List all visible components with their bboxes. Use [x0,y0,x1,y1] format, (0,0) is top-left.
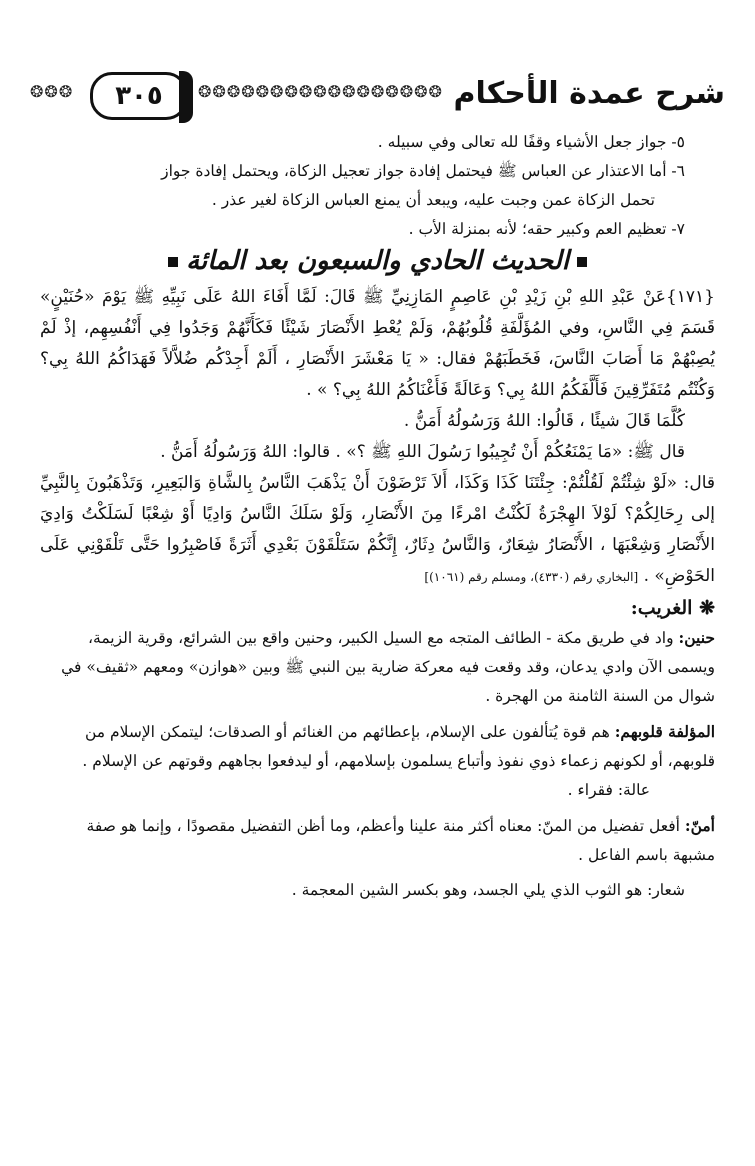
glossary-term: حنين: [678,628,715,647]
glossary-term: أمنّ: [684,816,715,835]
hadith-line-2: كُلَّمَا قَالَ شيئًا ، قَالُوا: اللهُ وَرَسُولُهُ أَمَنُّ . [403,411,685,431]
header-ornament-band: ❂❂❂❂❂❂❂❂❂❂❂❂❂❂❂❂❂ [198,82,443,101]
page-number [90,72,188,120]
glossary-term: شعار: [647,881,685,899]
page-number-tab-shape [179,71,193,123]
gharib-heading: ❋ الغريب: [630,597,715,619]
hadith-paragraph-1: {١٧١}عَنْ عَبْدِ اللهِ بْنِ زَيْدِ بْنِ عَاصِمٍ المَازِنِيِّ ﷺ قَالَ: لَمَّا أَفَاءَ اللهُ عَلَى نَبِيِّهِ ﷺ يَوْمَ «حُنَيْنٍ» قَسَمَ فِي النَّاسِ، وفي المُؤَلَّفَةِ قُلُوبُهُمْ، وَلَمْ يُعْطِ الأَنْصَارَ شَيْئًا فَكَأَنَّهُمْ وَجَدُوا فِي أَنْفُسِهِم، إذْ لَمْ يُصِبْهُمْ مَا أَصَابَ النَّاسَ، فَخَطَبَهُمْ فقال: « يَا مَعْشَرَ الأَنْصَارِ ، أَلَمْ أَجِدْكُم ضُلاَّلاً فَهَدَاكُمُ اللهُ بِي؟ وَكُنْتُم مُتَفَرِّقِينَ فَأَلَّفَكُمُ اللهُ بِي؟ وَعَالَةً فَأَغْنَاكُمُ اللهُ بِي؟ » . [40,287,715,400]
page-number-text: ٣٠٥ [115,81,163,111]
hadith-paragraph-4-text: قال: «لَوْ شِئْتُمْ لَقُلْتُمْ: جِئْتَنَا كَذَا وَكَذَا، أَلاَ تَرْضَوْنَ أَنْ يَذْهَبَ النَّاسُ بِالشَّاةِ وَالبَعِيرِ، وَتَذْهَبُونَ بِالنَّبِيِّ إلى رِحَالِكُمْ؟ لَوْلاَ الهِجْرَةُ لَكُنْتُ امْرءًا مِنَ الأَنْصَارِ، وَلَوْ سَلَكَ النَّاسُ وَادِيًا أَوْ شِعْبًا لَسَلَكْتُ وَادِيَ الأَنْصَارِ وَشِعْبَهَا ، الأَنْصَارُ شِعَارٌ، وَالنَّاسُ دِثَارٌ، إِنَّكُمْ سَتَلْقَوْنَ بَعْدِي أَثَرَةً فَاصْبِرُوا حَتَّى تَلْقَوْنِي عَلَى الحَوْضِ» . [40,473,715,586]
page-content [40,128,715,905]
hadith-citation: [البخاري رقم (٤٣٣٠)، ومسلم رقم (١٠٦١)] [424,570,639,584]
hadith-line-3: قال ﷺ: «مَا يَمْنَعُكُمْ أَنْ تُجِيبُوا رَسُولَ اللهِ ﷺ ؟» . قالوا: اللهُ وَرَسُولُهُ أَمَنُّ . [160,442,685,462]
point-5: ٥- جواز جعل الأشياء وقفًا لله تعالى وفي سبيله . [377,133,685,151]
hadith-title [40,246,715,276]
glossary-definition: أفعل تفضيل من المنّ: معناه أكثر منة علينا وأعظم، وما أظن التفضيل مقصودًا ، وإنما هو صفة مشبهة باسم الفاعل . [86,817,715,864]
square-bullet-icon [168,257,178,267]
header-ornament-left: ❂❂❂ [30,82,74,101]
glossary-definition: هو الثوب الذي يلي الجسد، وهو بكسر الشين المعجمة . [291,881,643,899]
glossary-definition: واد في طريق مكة - الطائف المتجه مع السيل الكبير، وحنين واقع بين الشرائع، وقرية الزيمة، ويسمى الآن وادي يدعان، وقد وقعت فيه معركة ضارية بين النبي ﷺ وبين «هوازن» ومعهم «ثقيف» في شوال من السنة الثامنة من الهجرة . [61,629,715,705]
glossary-item-shiaar [40,876,715,905]
point-6: ٦- أما الاعتذار عن العباس ﷺ فيحتمل إفادة جواز تعجيل الزكاة، ويحتمل إفادة جواز [161,162,685,180]
hadith-title-text: الحديث الحادي والسبعون بعد المائة [186,246,569,276]
book-title-logo: شرح عمدة الأحكام [453,76,725,111]
glossary-term: المؤلفة قلوبهم: [614,722,715,741]
point-7: ٧- تعظيم العم وكبير حقه؛ لأنه بمنزلة الأب . [408,220,685,238]
glossary [40,623,715,905]
square-bullet-icon [577,257,587,267]
glossary-item-amann [40,811,715,870]
glossary-item-muallafa [40,717,715,805]
point-6-continued: تحمل الزكاة عمن وجبت عليه، ويبعد أن يمنع العباس الزكاة لغير عذر . [211,191,655,209]
glossary-definition: هم قوة يُتألفون على الإسلام، بإعطائهم من الغنائم أو الصدقات؛ ليتمكن الإسلام من قلوبهم، أو لكونهم زعماء ذوي نفوذ وأتباع يسلمون بإسلامهم، أو ليدفعوا بجاههم وقوتهم عن الإسلام . [82,723,715,770]
hadith-paragraph-4 [40,468,715,593]
page-header [30,66,725,130]
glossary-item-hunain [40,623,715,711]
glossary-item-aala: عالة: فقراء . [567,781,651,799]
